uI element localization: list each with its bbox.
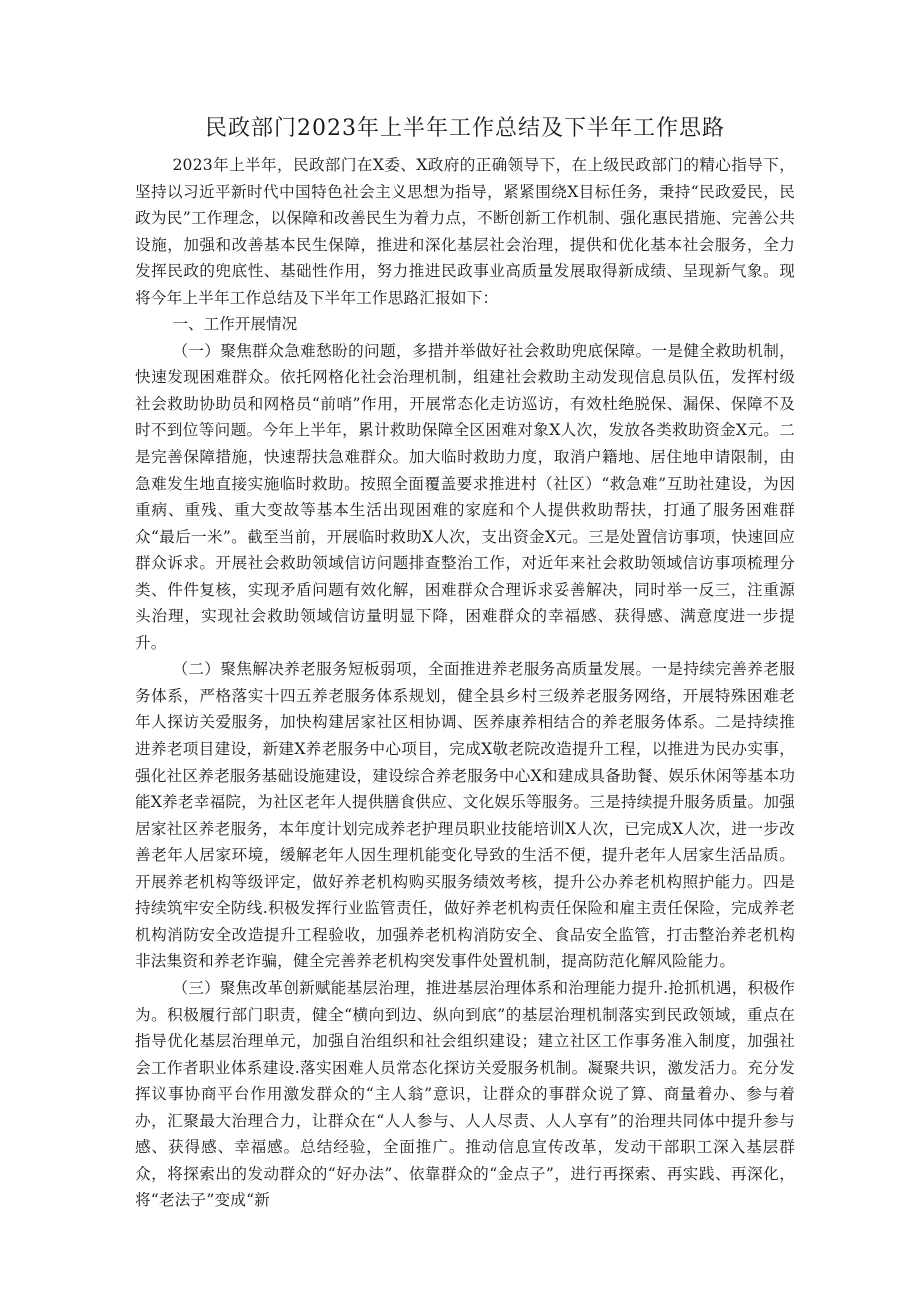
paragraph-grassroots-governance: （三）聚焦改革创新赋能基层治理，推进基层治理体系和治理能力提升.抢抓机遇，积极作为。积极履行部门职责，健全“横向到边、纵向到底”的基层治理机制落实到民政领域，重点在指导优化基层治理单元，加强自治组织和社会组织建设；建立社区工作事务准入制度，加强社会工作者职业体系建设.落实困难人员常态化探访关爱服务机制。凝聚共识，激发活力。充分发挥议事协商平台作用激发群众的“主人翁”意识，让群众的事群众说了算、商量着办、参与着办，汇聚最大治理合力，让群众在“人人参与、人人尽责、人人享有”的治理共同体中提升参与感、获得感、幸福感。总结经验，全面推广。推动信息宣传改革，发动干部职工深入基层群众，将探索出的发动群众的“好办法”、依靠群众的“金点子”，进行再探索、再实践、再深化，将“老法子”变成“新 xyxy=(135,978,795,1210)
document-title: 民政部门2023年上半年工作总结及下半年工作思路 xyxy=(205,116,725,141)
paragraph-elderly-services: （二）聚焦解决养老服务短板弱项，全面推进养老服务高质量发展。一是持续完善养老服务体系，严格落实十四五养老服务体系规划，健全县乡村三级养老服务网络，开展特殊困难老年人探访关爱服务，加快构建居家社区相协调、医养康养相结合的养老服务体系。二是持续推进养老项目建设，新建X养老服务中心项目，完成X敬老院改造提升工程，以推进为民办实事，强化社区养老服务基础设施建设，建设综合养老服务中心X和建成具备助餐、娱乐休闲等基本功能X养老幸福院，为社区老年人提供膳食供应、文化娱乐等服务。三是持续提升服务质量。加强居家社区养老服务，本年度计划完成养老护理员职业技能培训X人次，已完成X人次，进一步改善老年人居家环境，缓解老年人因生理机能变化导致的生活不便，提升老年人居家生活品质。开展养老机构等级评定，做好养老机构购买服务绩效考核，提升公办养老机构照护能力。四是持续筑牢安全防线.积极发挥行业监管责任，做好养老机构责任保险和雇主责任保险，完成养老机构消防安全改造提升工程验收，加强养老机构消防安全、食品安全监管，打击整治养老机构非法集资和养老诈骗，健全完善养老机构突发事件处置机制，提高防范化解风险能力。 xyxy=(135,660,795,971)
document-page xyxy=(135,112,795,1214)
intro-paragraph: 2023年上半年，民政部门在X委、X政府的正确领导下，在上级民政部门的精心指导下，坚持以习近平新时代中国特色社会主义思想为指导，紧紧围绕X目标任务，秉持“民政爱民，民政为民”工作理念，以保障和改善民生为着力点，不断创新工作机制、强化惠民措施、完善公共设施，加强和改善基本民生保障，推进和深化基层社会治理，提供和优化基本社会服务，全力发挥民政的兜底性、基础性作用，努力推进民政事业高质量发展取得新成绩、呈现新气象。现将今年上半年工作总结及下半年工作思路汇报如下： xyxy=(135,156,795,307)
section-heading-work-status: 一、工作开展情况 xyxy=(172,315,298,334)
paragraph-social-assistance: （一）聚焦群众急难愁盼的问题，多措并举做好社会救助兜底保障。一是健全救助机制，快速发现困难群众。依托网格化社会治理机制，组建社会救助主动发现信息员队伍，发挥村级社会救助协助员和网格员“前哨”作用，开展常态化走访巡访，有效杜绝脱保、漏保、保障不及时不到位等问题。今年上半年，累计救助保障全区困难对象X人次，发放各类救助资金X元。二是完善保障措施，快速帮扶急难群众。加大临时救助力度，取消户籍地、居住地申请限制，由急难发生地直接实施临时救助。按照全面覆盖要求推进村（社区）“救急难”互助社建设，为因重病、重残、重大变故等基本生活出现困难的家庭和个人提供救助帮扶，打通了服务困难群众“最后一米”。截至当前，开展临时救助X人次，支出资金X元。三是处置信访事项，快速回应群众诉求。开展社会救助领域信访问题排查整治工作，对近年来社会救助领域信访事项梳理分类、件件复核，实现矛盾问题有效化解，困难群众合理诉求妥善解决，同时举一反三，注重源头治理，实现社会救助领域信访量明显下降，困难群众的幸福感、获得感、满意度进一步提升。 xyxy=(135,341,795,652)
